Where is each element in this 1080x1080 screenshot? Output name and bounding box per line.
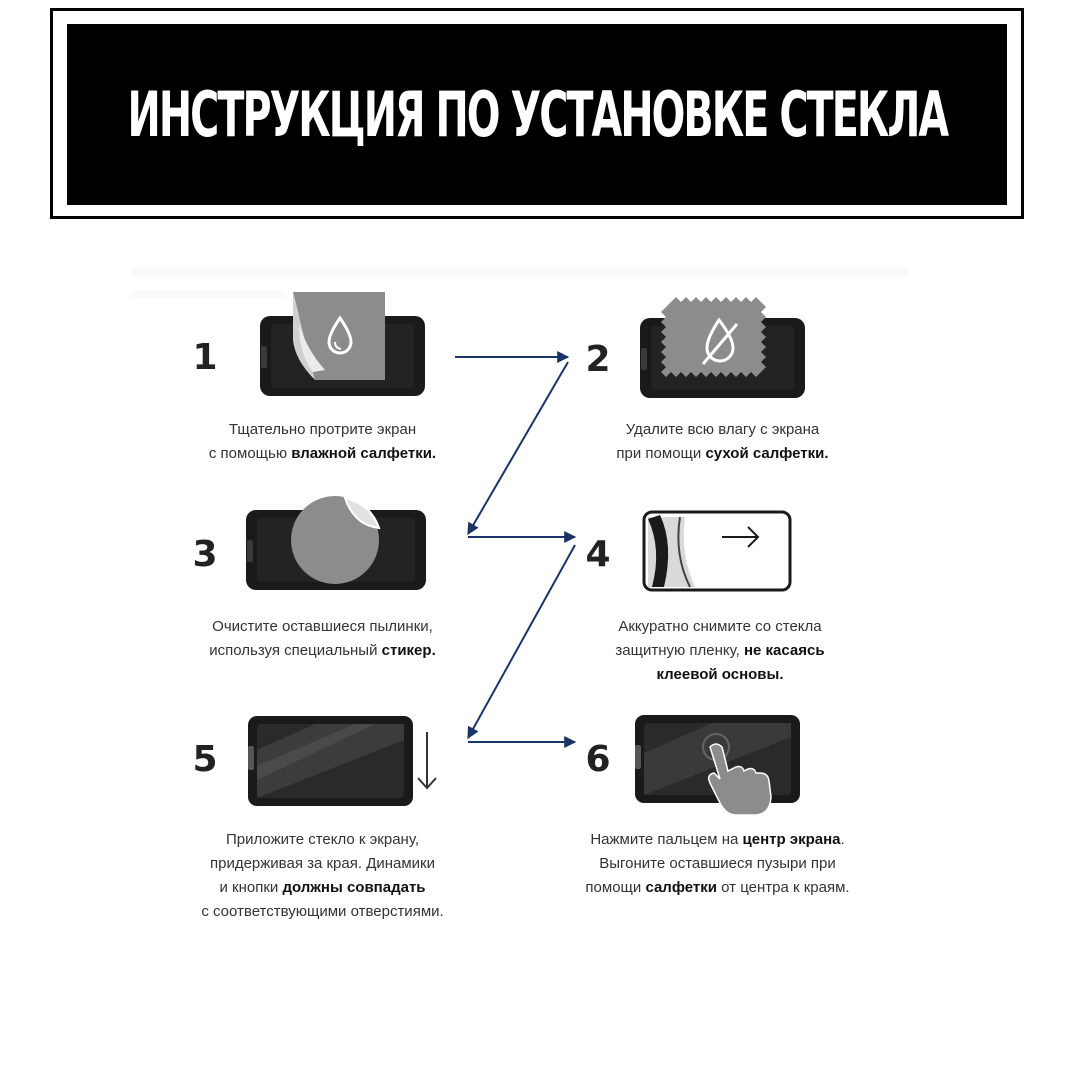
caption-line: помощи салфетки от центра к краям. <box>585 879 850 896</box>
caption-line: Удалите всю влагу с экрана <box>625 421 820 438</box>
caption-line: Нажмите пальцем на центр экрана. <box>590 831 845 848</box>
caption-line: придерживая за края. Динамики <box>209 855 435 872</box>
step-6-number: 6 <box>585 739 611 780</box>
caption-line: защитную пленку, не касаясь <box>615 642 825 659</box>
step-5-illustration <box>245 710 450 810</box>
step-2-number: 2 <box>585 339 611 380</box>
step-2-illustration <box>637 290 812 410</box>
step-1-illustration <box>255 290 430 400</box>
caption-line: Выгоните оставшиеся пузыри при <box>599 855 836 872</box>
step-4-number: 4 <box>585 534 611 575</box>
step-3-caption <box>150 615 495 663</box>
step-6-illustration <box>632 705 807 820</box>
caption-line: Тщательно протрите экран <box>228 421 417 438</box>
page-title: ИНСТРУКЦИЯ ПО УСТАНОВКЕ СТЕКЛА <box>127 78 947 151</box>
caption-line: и кнопки должны совпадать <box>219 879 426 896</box>
step-5-caption <box>150 828 495 924</box>
caption-line: Очистите оставшиеся пылинки, <box>212 618 433 635</box>
step-4-illustration <box>640 505 800 600</box>
step-1-caption <box>150 418 495 466</box>
caption-line: с помощью влажной салфетки. <box>208 445 437 462</box>
step-5-number: 5 <box>192 739 218 780</box>
step-4-caption <box>560 615 880 687</box>
caption-line: с соответствующими отверстиями. <box>201 903 444 920</box>
caption-line: при помощи сухой салфетки. <box>616 445 829 462</box>
arrow-down-icon <box>418 732 436 788</box>
step-3-number: 3 <box>192 534 218 575</box>
caption-line: Аккуратно снимите со стекла <box>618 618 822 635</box>
caption-line: Приложите стекло к экрану, <box>225 831 419 848</box>
caption-line: используя специальный стикер. <box>209 642 436 659</box>
step-3-illustration <box>243 490 433 600</box>
step-6-caption <box>530 828 905 900</box>
sticker-icon <box>291 496 379 584</box>
step-2-caption <box>560 418 885 466</box>
caption-line: клеевой основы. <box>656 666 784 683</box>
step-1-number: 1 <box>192 337 218 378</box>
